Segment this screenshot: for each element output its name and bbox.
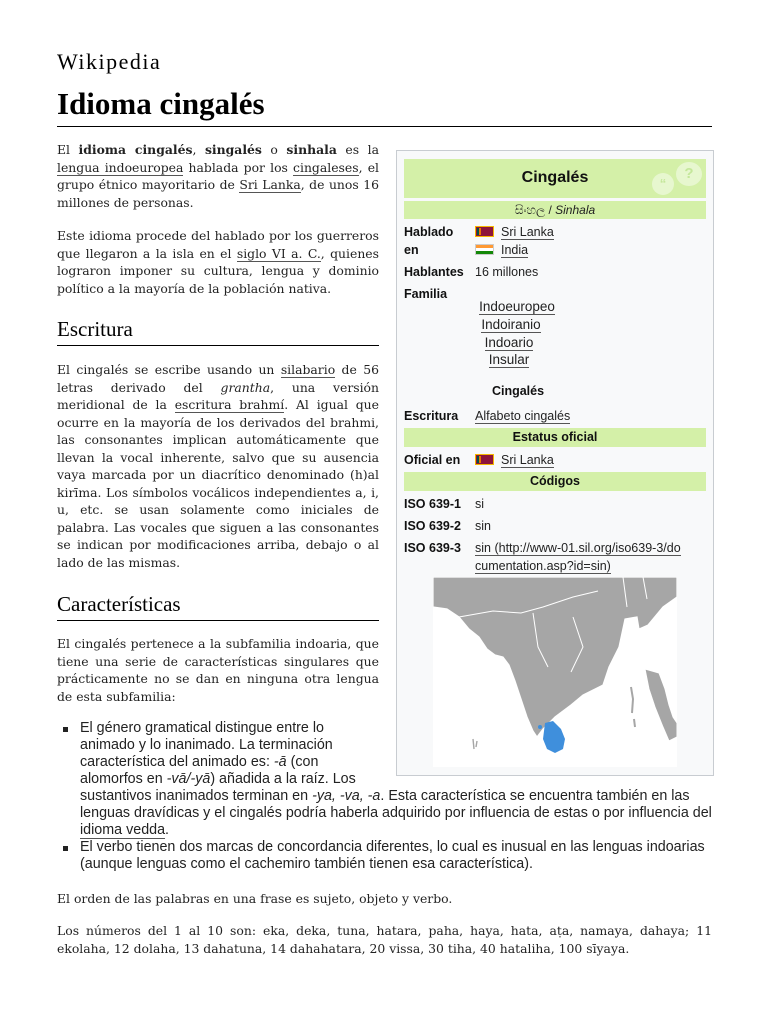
familia-item [461,317,561,332]
map-sri-lanka [543,721,565,753]
section-heading-escritura: Escritura [57,317,133,341]
value-hablado-2 [475,241,528,259]
link-lengua-indoeuropea[interactable]: lengua indoeuropea [57,159,184,175]
band-estatus-oficial: Estatus oficial [404,428,706,447]
label-iso-639-2: ISO 639-2 [404,519,461,533]
link-escritura-brahmi[interactable]: escritura brahmí [174,397,285,412]
value-iso-639-2: sin [475,519,491,533]
value-hablado-1 [475,223,554,241]
title-divider [57,126,712,127]
numbers-paragraph: Los números del 1 al 10 son: eka, deka, tuna, hatara, paha, haya, hata, aṭa, namaya, dahaya; 11 ekolaha, 12 dolaha, 13 dahatuna, 14 dahahatara, 20 vissa, 30 tiha, 40 hataliha, 100 sīyaya. [57,923,712,956]
familia-item [459,352,559,367]
link-indoeuropeo[interactable]: Indoeuropeo [479,299,555,314]
bullet-marker [63,846,68,851]
sri-lanka-flag-icon [475,226,494,237]
label-iso-639-3: ISO 639-3 [404,541,461,555]
infobox-native-name: සිංහල / Sinhala [404,201,706,219]
section-heading-caracteristicas: Características [57,592,181,616]
map-islet [538,725,542,729]
origin-paragraph: Este idioma procede del hablado por los guerreros que llegaron a la isla en el siglo VI a. C., quienes lograron imponer su cultura, lengua y dominio político a la mayoría de la población nativa. [57,228,379,296]
infobox [396,150,714,776]
sri-lanka-map-svg [433,577,677,767]
link-iso-639-3[interactable]: sin (http://www-01.sil.org/iso639-3/do cumentation.asp?id=sin) [475,541,681,573]
label-iso-639-1: ISO 639-1 [404,497,461,511]
familia-item [467,299,567,314]
link-silabario[interactable]: silabario [280,362,336,377]
map-malay-peninsula [645,669,677,741]
label-hablado-en: Hablado en [404,225,454,257]
link-sri-lanka-infobox[interactable]: Sri Lanka [501,225,554,239]
page-title: Idioma cingalés [57,86,265,121]
label-escritura: Escritura [404,409,459,423]
question-bubble-icon: ? [676,162,702,186]
familia-item [459,335,559,350]
link-sri-lanka[interactable]: Sri Lanka [239,177,301,192]
section-divider [57,620,379,621]
map-maldives [473,739,477,749]
speech-bubble-icon: “ [652,173,674,195]
intro-paragraph: El idioma cingalés, singalés o sinhala es la lengua indoeuropea hablada por los cingaleses, el grupo étnico mayoritario de Sri Lanka, de unos 16 millones de personas. [57,142,379,210]
link-alfabeto-cingales[interactable]: Alfabeto cingalés [475,409,571,423]
label-hablantes: Hablantes [404,265,464,279]
list-item-verbo: El verbo tienen dos marcas de concordancia diferentes, lo cual es inusual en las lenguas indoarias (aunque lenguas como el cachemiro también tienen esa característica). [80,839,705,872]
value-hablantes: 16 millones [475,265,539,279]
label-familia: Familia [404,287,448,301]
caracteristicas-paragraph: El cingalés pertenece a la subfamilia indoaria, que tiene una serie de características singulares que prácticamente no se dan en ninguna otra lengua de esta subfamilia: [57,636,379,704]
infobox-title: Cingalés [521,169,589,186]
familia-result: Cingalés [491,384,545,398]
value-escritura [475,407,570,425]
wikipedia-logo[interactable]: Wikipedia [57,49,162,74]
india-flag-icon [475,244,494,255]
word-order-paragraph: El orden de las palabras en una frase es sujeto, objeto y verbo. [57,891,453,906]
section-divider [57,345,379,346]
map-andaman-islands [631,687,635,727]
value-iso-639-1: si [475,497,485,511]
sri-lanka-flag-icon [475,454,494,465]
list-item-genero-a: El género gramatical distingue entre lo animado y lo inanimado. La terminación característica del animado es: -ā (con alomorfos en -vā/-yā) añadida a la raíz. Los [80,720,356,787]
escritura-paragraph: El cingalés se escribe usando un silabario de 56 letras derivado del grantha, una versión meridional de la escritura brahmí. Al igual que ocurre en la mayoría de los derivados del brahmi, las consonantes implican automáticamente que llevan la vocal inherente, salvo que su ausencia vaya marcada por un diacrítico denominado (h)al kirīma. Los símbolos vocálicos independientes a, i, u, etc. se usan solamente como iniciales de palabra. Las vocales que siguen a las consonantes se indican por modificaciones arriba, debajo o al lado de las mismas. [57,362,379,570]
link-idioma-vedda[interactable]: idioma vedda [80,822,166,838]
link-siglo-vi[interactable]: siglo VI a. C. [236,245,321,261]
link-indoiranio[interactable]: Indoiranio [481,317,541,332]
link-cingaleses[interactable]: cingaleses [293,159,359,175]
link-sri-lanka-oficial[interactable]: Sri Lanka [501,453,554,467]
list-item-genero-b: sustantivos inanimados terminan en -ya, -va, -a. Esta característica se encuentra también en las lenguas dravídicas y el cingalés podría haberla adquirido por influencia de estas o por influencia del idioma vedda. [80,788,712,838]
map-landmass [433,577,677,737]
value-oficial-en [475,451,554,469]
value-iso-639-3 [475,539,711,575]
label-oficial-en: Oficial en [404,453,461,467]
link-indoario[interactable]: Indoario [484,335,534,350]
link-insular[interactable]: Insular [488,352,530,367]
infobox-header [404,159,706,198]
bullet-marker [63,727,68,732]
map-image[interactable] [433,577,677,767]
link-india[interactable]: India [501,243,529,257]
band-codigos: Códigos [404,472,706,491]
